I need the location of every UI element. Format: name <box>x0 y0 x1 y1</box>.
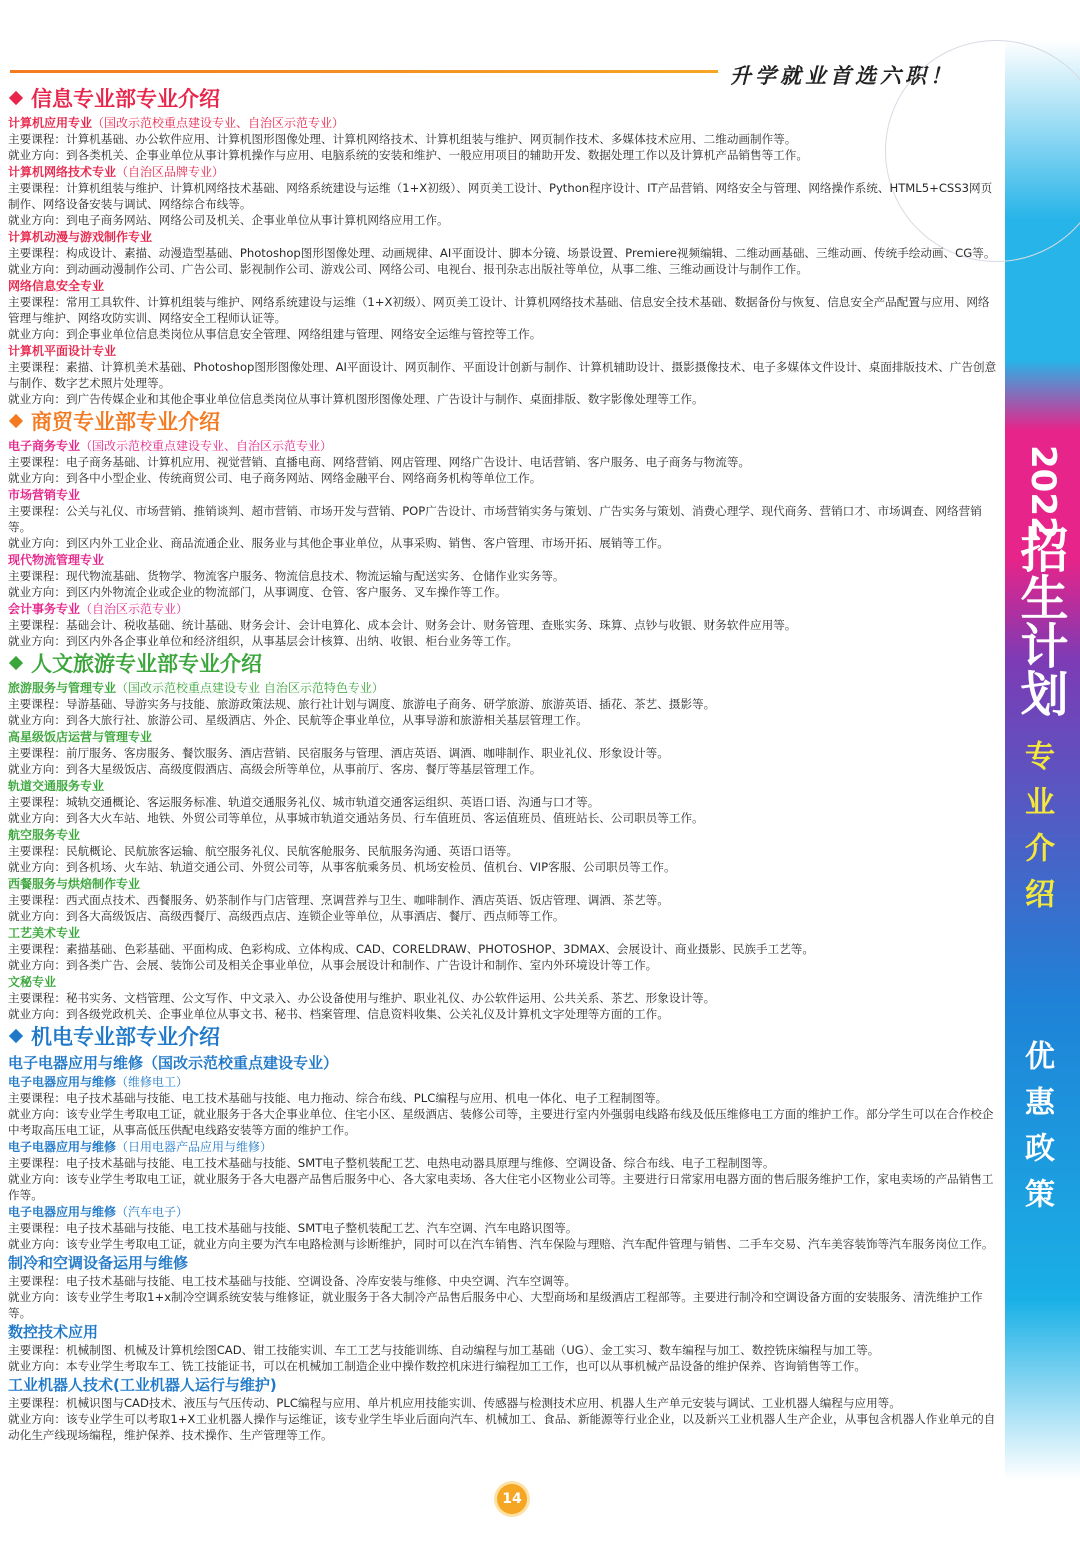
major-note: （日用电器产品应用与维修） <box>116 1140 273 1154</box>
major-note: （自治区示范专业） <box>80 602 189 616</box>
major-block <box>8 925 998 973</box>
diamond-icon <box>9 656 23 670</box>
major-jobs: 就业方向：该专业学生考取电工证，就业服务于各大企事业单位、住宅小区、星级酒店、装修公司等，主要进行室内外强弱电线路布线及低压维修电工方面的维护工作。部分学生可以在合作校企中考取高压电工证，从事高低压供配电线路安装等方面的维护工作。 <box>8 1107 994 1137</box>
major-courses: 主要课程：机械识图与CAD技术、液压与气压传动、PLC编程与应用、单片机应用技能实训、传感器与检测技术应用、机器人生产单元安装与调试、工业机器人编程与应用等。 <box>8 1396 901 1410</box>
page-number: 14 <box>497 1484 527 1514</box>
major-courses: 主要课程：电子技术基础与技能、电工技术基础与技能、电力拖动、综合布线、PLC编程与应用、机电一体化、电子工程制图等。 <box>8 1091 668 1105</box>
major-jobs: 就业方向：到各大星级饭店、高级度假酒店、高级会所等单位，从事前厅、客房、餐厅等基层管理工作。 <box>8 762 542 776</box>
major-block <box>8 1322 998 1374</box>
major-note: （汽车电子） <box>116 1205 189 1219</box>
major-block <box>8 278 998 342</box>
major-name: 数控技术应用 <box>8 1323 99 1341</box>
side-title: 招生计划 <box>1012 525 1068 717</box>
major-block <box>8 876 998 924</box>
major-jobs: 就业方向：该专业学生可以考取1+X工业机器人操作与运维证，该专业学生毕业后面向汽车、机械加工、食品、新能源等行业企业，以及新兴工业机器人生产企业，从事包含机器人作业单元的自动化生产线现场编程，维护保养、技术操作、生产管理等工作。 <box>8 1412 996 1442</box>
slogan: 升学就业首选六职！ <box>730 63 955 88</box>
major-name: 市场营销专业 <box>8 488 81 502</box>
major-courses: 主要课程：民航概论、民航旅客运输、航空服务礼仪、民航客舱服务、民航服务沟通、英语口语等。 <box>8 844 519 858</box>
major-name: 计算机动漫与游戏制作专业 <box>8 230 153 244</box>
major-block <box>8 343 998 407</box>
major-courses: 主要课程：前厅服务、客房服务、餐饮服务、酒店营销、民宿服务与管理、酒店英语、调酒、咖啡制作、职业礼仪、形象设计等。 <box>8 746 669 760</box>
major-courses: 主要课程：机械制图、机械及计算机绘图CAD、钳工技能实训、车工工艺与技能训练、自动编程与加工基础（UG）、金工实习、数车编程与加工、数控铣床编程与加工等。 <box>8 1343 880 1357</box>
major-jobs: 就业方向：到区内外物流企业或企业的物流部门，从事调度、仓管、客户服务、叉车操作等工作。 <box>8 585 507 599</box>
major-jobs: 就业方向：该专业学生考取电工证，就业服务于各大电器产品售后服务中心、各大家电卖场、各大住宅小区物业公司等。主要进行日常家用电器方面的售后服务维护工作，家电卖场的产品销售工作等。 <box>8 1172 994 1202</box>
major-name: 网络信息安全专业 <box>8 279 105 293</box>
major-courses: 主要课程：公关与礼仪、市场营销、推销谈判、超市营销、市场开发与营销、POP广告设计、市场营销实务与策划、广告实务与策划、消费心理学、现代商务、营销口才、市场调查、网络营销等。 <box>8 504 982 534</box>
major-courses: 主要课程：城轨交通概论、客运服务标准、轨道交通服务礼仪、城市轨道交通客运组织、英语口语、沟通与口才等。 <box>8 795 600 809</box>
major-note: （维修电工） <box>116 1075 189 1089</box>
major-jobs: 就业方向：到区内外各企事业单位和经济组织，从事基层会计核算、出纳、收银、柜台业务等工作。 <box>8 634 519 648</box>
major-courses: 主要课程：计算机基础、办公软件应用、计算机图形图像处理、计算机网络技术、计算机组装与维护、网页制作技术、多媒体技术应用、二维动画制作等。 <box>8 132 797 146</box>
section-heading-trade: 商贸专业部专业介绍 <box>8 407 998 437</box>
major-jobs: 就业方向：到各级党政机关、企事业单位从事文书、秘书、档案管理、信息资料收集、公关礼仪及计算机文字处理等方面的工作。 <box>8 1007 669 1021</box>
major-block <box>8 1204 998 1252</box>
major-name: 西餐服务与烘焙制作专业 <box>8 877 141 891</box>
header-rule <box>10 70 718 73</box>
major-name: 电子商务专业 <box>8 439 81 453</box>
major-block <box>8 827 998 875</box>
major-name: 高星级饭店运营与管理专业 <box>8 730 153 744</box>
major-courses: 主要课程：构成设计、素描、动漫造型基础、Photoshop图形图像处理、动画规律、AI平面设计、脚本分镜、场景设置、Premiere视频编辑、二维动画基础、三维动画、传统手绘动画、CG等。 <box>8 246 996 260</box>
major-jobs: 就业方向：到企事业单位信息类岗位从事信息安全管理、网络组建与管理、网络安全运维与管控等工作。 <box>8 327 542 341</box>
major-block <box>8 115 998 163</box>
major-block <box>8 1375 998 1443</box>
major-jobs: 就业方向：到各机场、火车站、轨道交通公司、外贸公司等，从事客航乘务员、机场安检员、值机台、VIP客服、公司职员等工作。 <box>8 860 676 874</box>
major-jobs: 就业方向：到电子商务网站、网络公司及机关、企事业单位从事计算机网络应用工作。 <box>8 213 449 227</box>
major-name: 计算机应用专业 <box>8 116 93 130</box>
major-name: 文秘专业 <box>8 975 57 989</box>
major-block <box>8 487 998 551</box>
major-note: （国改示范校重点建设专业 自治区示范特色专业） <box>116 681 384 695</box>
diamond-icon <box>9 414 23 428</box>
major-courses: 主要课程：导游基础、导游实务与技能、旅游政策法规、旅行社计划与调度、旅游电子商务、研学旅游、旅游英语、插花、茶艺、摄影等。 <box>8 697 716 711</box>
major-name: 电子电器应用与维修 <box>8 1140 117 1154</box>
major-courses: 主要课程：电子商务基础、计算机应用、视觉营销、直播电商、网络营销、网店管理、网络广告设计、电话营销、客户服务、电子商务与物流等。 <box>8 455 751 469</box>
major-courses: 主要课程：计算机组装与维护、计算机网络技术基础、网络系统建设与运维（1+X初级）、网页美工设计、Python程序设计、IT产品营销、网络安全与管理、网络操作系统、HTML5+CSS3网页制作、网络设备安装与调试、网络综合布线等。 <box>8 181 993 211</box>
page-content <box>8 84 998 1443</box>
major-jobs: 就业方向：到广告传媒企业和其他企事业单位信息类岗位从事计算机图形图像处理、广告设计与制作、桌面排版、数字影像处理等工作。 <box>8 392 704 406</box>
major-block <box>8 601 998 649</box>
major-block <box>8 1074 998 1138</box>
major-jobs: 就业方向：到各类广告、会展、装饰公司及相关企事业单位，从事会展设计和制作、广告设计和制作、室内外环境设计等工作。 <box>8 958 658 972</box>
major-jobs: 就业方向：到区内外工业企业、商品流通企业、服务业与其他企事业单位，从事采购、销售、客户管理、市场开拓、展销等工作。 <box>8 536 669 550</box>
major-block <box>8 1139 998 1203</box>
major-courses: 主要课程：西式面点技术、西餐服务、奶茶制作与门店管理、烹调营养与卫生、咖啡制作、酒店英语、饭店管理、调酒、茶艺等。 <box>8 893 669 907</box>
major-note: （自治区品牌专业） <box>116 165 225 179</box>
side-year: 2022 <box>1023 445 1063 540</box>
major-courses: 主要课程：秘书实务、文档管理、公文写作、中文录入、办公设备使用与维护、职业礼仪、办公软件运用、公共关系、茶艺、形象设计等。 <box>8 991 716 1005</box>
major-name: 电子电器应用与维修 <box>8 1075 117 1089</box>
major-jobs: 就业方向：本专业学生考取车工、铣工技能证书，可以在机械加工制造企业中操作数控机床进行编程加工工作，也可以从事机械产品设备的维护保养、咨询销售等工作。 <box>8 1359 866 1373</box>
diamond-icon <box>9 1029 23 1043</box>
major-name: 旅游服务与管理专业 <box>8 681 117 695</box>
major-jobs: 就业方向：到各大火车站、地铁、外贸公司等单位，从事城市轨道交通站务员、行车值班员、客运值班员、值班站长、公司职员等工作。 <box>8 811 704 825</box>
section-heading-info: 信息专业部专业介绍 <box>8 84 998 114</box>
major-name: 计算机平面设计专业 <box>8 344 117 358</box>
side-tab-policy: 优惠政策 <box>1019 1040 1054 1224</box>
major-jobs: 就业方向：到各类机关、企事业单位从事计算机操作与应用、电脑系统的安装和维护、一般应用项目的辅助开发、数据处理工作以及计算机产品销售等工作。 <box>8 148 808 162</box>
major-block <box>8 1253 998 1321</box>
major-name: 电子电器应用与维修 <box>8 1205 117 1219</box>
major-jobs: 就业方向：到各中小型企业、传统商贸公司、电子商务网站、网络金融平台、网络商务机构等单位工作。 <box>8 471 542 485</box>
major-jobs: 就业方向：该专业学生考取电工证，就业方向主要为汽车电路检测与诊断维护，同时可以在汽车销售、汽车保险与理赔、汽车配件管理与销售、二手车交易、汽车美容装饰等汽车服务岗位工作。 <box>8 1237 994 1251</box>
major-courses: 主要课程：素描基础、色彩基础、平面构成、色彩构成、立体构成、CAD、CORELDRAW、PHOTOSHOP、3DMAX、会展设计、商业摄影、民族手工艺等。 <box>8 942 814 956</box>
major-name: 工业机器人技术(工业机器人运行与维护) <box>8 1376 277 1394</box>
section-heading-tourism: 人文旅游专业部专业介绍 <box>8 649 998 679</box>
section-heading-mechatronics: 机电专业部专业介绍 <box>8 1022 998 1052</box>
diamond-icon <box>9 91 23 105</box>
major-jobs: 就业方向：到各大高级饭店、高级西餐厅、高级西点店、连锁企业等单位，从事酒店、餐厅、西点师等工作。 <box>8 909 565 923</box>
major-courses: 主要课程：基础会计、税收基础、统计基础、财务会计、会计电算化、成本会计、财务会计、财务管理、查账实务、珠算、点钞与收银、财务软件应用等。 <box>8 618 797 632</box>
major-name: 现代物流管理专业 <box>8 553 105 567</box>
side-tab-major-intro: 专业介绍 <box>1019 740 1054 924</box>
major-block <box>8 729 998 777</box>
major-note: （国改示范校重点建设专业、自治区示范专业） <box>80 439 333 453</box>
major-block <box>8 680 998 728</box>
major-name: 计算机网络技术专业 <box>8 165 117 179</box>
major-name: 轨道交通服务专业 <box>8 779 105 793</box>
major-jobs: 就业方向：该专业学生考取1+x制冷空调系统安装与维修证，就业服务于各大制冷产品售后服务中心、大型商场和星级酒店工程部等。主要进行制冷和空调设备方面的安装服务、清洗维护工作等。 <box>8 1290 983 1320</box>
major-courses: 主要课程：常用工具软件、计算机组装与维护、网络系统建设与运维（1+X初级）、网页美工设计、计算机网络技术基础、信息安全技术基础、数据备份与恢复、信息安全产品配置与应用、网络管理与维护、网络攻防实训、网络安全工程师认证等。 <box>8 295 990 325</box>
major-courses: 主要课程：电子技术基础与技能、电工技术基础与技能、SMT电子整机装配工艺、电热电动器具原理与维修、空调设备、综合布线、电子工程制图等。 <box>8 1156 775 1170</box>
major-block <box>8 164 998 228</box>
major-note: （国改示范校重点建设专业、自治区示范专业） <box>92 116 345 130</box>
major-block <box>8 438 998 486</box>
major-courses: 主要课程：电子技术基础与技能、电工技术基础与技能、空调设备、冷库安装与维修、中央空调、汽车空调等。 <box>8 1274 577 1288</box>
major-jobs: 就业方向：到动画动漫制作公司、广告公司、影视制作公司、游戏公司、网络公司、电视台、报刊杂志出版社等单位，从事二维、三维动画设计与制作工作。 <box>8 262 808 276</box>
group-title: 电子电器应用与维修（国改示范校重点建设专业） <box>8 1054 339 1072</box>
major-block <box>8 229 998 277</box>
major-block <box>8 974 998 1022</box>
major-name: 工艺美术专业 <box>8 926 81 940</box>
major-name: 制冷和空调设备运用与维修 <box>8 1254 189 1272</box>
major-block <box>8 778 998 826</box>
major-courses: 主要课程：素描、计算机美术基础、Photoshop图形图像处理、AI平面设计、网页制作、平面设计创新与制作、计算机辅助设计、摄影摄像技术、电子多媒体文件设计、桌面排版技术、广告创意与制作、数字艺术照片处理等。 <box>8 360 997 390</box>
major-courses: 主要课程：电子技术基础与技能、电工技术基础与技能、SMT电子整机装配工艺、汽车空调、汽车电路识图等。 <box>8 1221 578 1235</box>
major-name: 会计事务专业 <box>8 602 81 616</box>
major-name: 航空服务专业 <box>8 828 81 842</box>
major-jobs: 就业方向：到各大旅行社、旅游公司、星级酒店、外企、民航等企事业单位，从事导游和旅游相关基层管理工作。 <box>8 713 588 727</box>
major-courses: 主要课程：现代物流基础、货物学、物流客户服务、物流信息技术、物流运输与配送实务、仓储作业实务等。 <box>8 569 565 583</box>
major-block <box>8 552 998 600</box>
